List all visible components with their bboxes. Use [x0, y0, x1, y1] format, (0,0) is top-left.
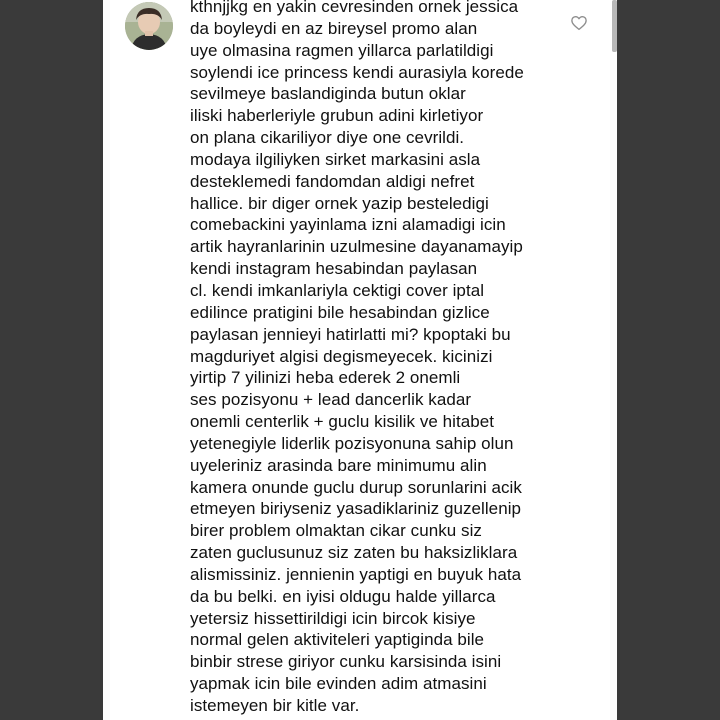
- comment-line: kthnjjkg en yakin cevresinden ornek jessica: [190, 0, 519, 16]
- comment-line: hallice. bir diger ornek yazip besteledigi: [190, 193, 489, 213]
- comment-line: alismissiniz. jennienin yaptigi en buyuk hata: [190, 564, 522, 584]
- comment-text: [190, 0, 575, 717]
- comment-line: uyeleriniz arasinda bare minimumu alin: [190, 455, 487, 475]
- heart-outline-icon: [570, 14, 588, 32]
- comment-line: paylasan jennieyi hatirlatti mi? kpoptaki bu: [190, 324, 511, 344]
- comment-line: edilince pratigini bile hesabindan gizlice: [190, 302, 490, 322]
- comment-line: cl. kendi imkanlariyla cektigi cover iptal: [190, 280, 485, 300]
- comment-line: artik hayranlarinin uzulmesine dayanamayip: [190, 237, 523, 257]
- comment-line: yapmak icin bile evinden adim atmasini: [190, 674, 487, 694]
- scrollbar-thumb[interactable]: [612, 0, 617, 52]
- avatar-photo-icon: [125, 2, 173, 50]
- comment-line: ses pozisyonu + lead dancerlik kadar: [190, 390, 472, 410]
- comment-line: yetenegiyle liderlik pozisyonuna sahip olun: [190, 433, 514, 453]
- comment-line: modaya ilgiliyken sirket markasini asla: [190, 149, 481, 169]
- comment-line: normal gelen aktiviteleri yaptiginda bile: [190, 630, 485, 650]
- comment-line: yirtip 7 yilinizi heba ederek 2 onemli: [190, 368, 461, 388]
- comment-line: soylendi ice princess kendi aurasiyla korede: [190, 62, 524, 82]
- comment-line: birer problem olmaktan cikar cunku siz: [190, 521, 482, 541]
- comment-line: on plana cikariliyor diye one cevrildi.: [190, 128, 465, 148]
- comment-line: zaten guclusunuz siz zaten bu haksizliklara: [190, 543, 518, 563]
- comment-line: etmeyen biriyseniz yasadiklariniz guzellenip: [190, 499, 522, 519]
- comment-line: kamera onunde guclu durup sorunlarini acik: [190, 477, 522, 497]
- comment-line: desteklemedi fandomdan aldigi nefret: [190, 171, 475, 191]
- comment-line: onemli centerlik + guclu kisilik ve hitabet: [190, 412, 495, 432]
- user-avatar[interactable]: [125, 2, 173, 50]
- like-button[interactable]: [570, 14, 588, 32]
- comment-line: da boyleydi en az bireysel promo alan: [190, 18, 478, 38]
- comment-card: [103, 0, 617, 720]
- comment-line: iliski haberleriyle grubun adini kirletiyor: [190, 106, 484, 126]
- comment-line: binbir strese giriyor cunku karsisinda isini: [190, 652, 502, 672]
- comment-line: comebackini yayinlama izni alamadigi icin: [190, 215, 506, 235]
- comment-line: istemeyen bir kitle var.: [190, 696, 360, 715]
- comment-line: kendi instagram hesabindan paylasan: [190, 259, 478, 279]
- comment-line: magduriyet algisi degismeyecek. kicinizi: [190, 346, 493, 366]
- comment-line: sevilmeye baslandiginda butun oklar: [190, 84, 466, 104]
- comment-line: uye olmasina ragmen yillarca parlatildigi: [190, 40, 494, 60]
- comment-line: yetersiz hissettirildigi icin bircok kisiye: [190, 608, 476, 628]
- comment-line: da bu belki. en iyisi oldugu halde yillarca: [190, 586, 496, 606]
